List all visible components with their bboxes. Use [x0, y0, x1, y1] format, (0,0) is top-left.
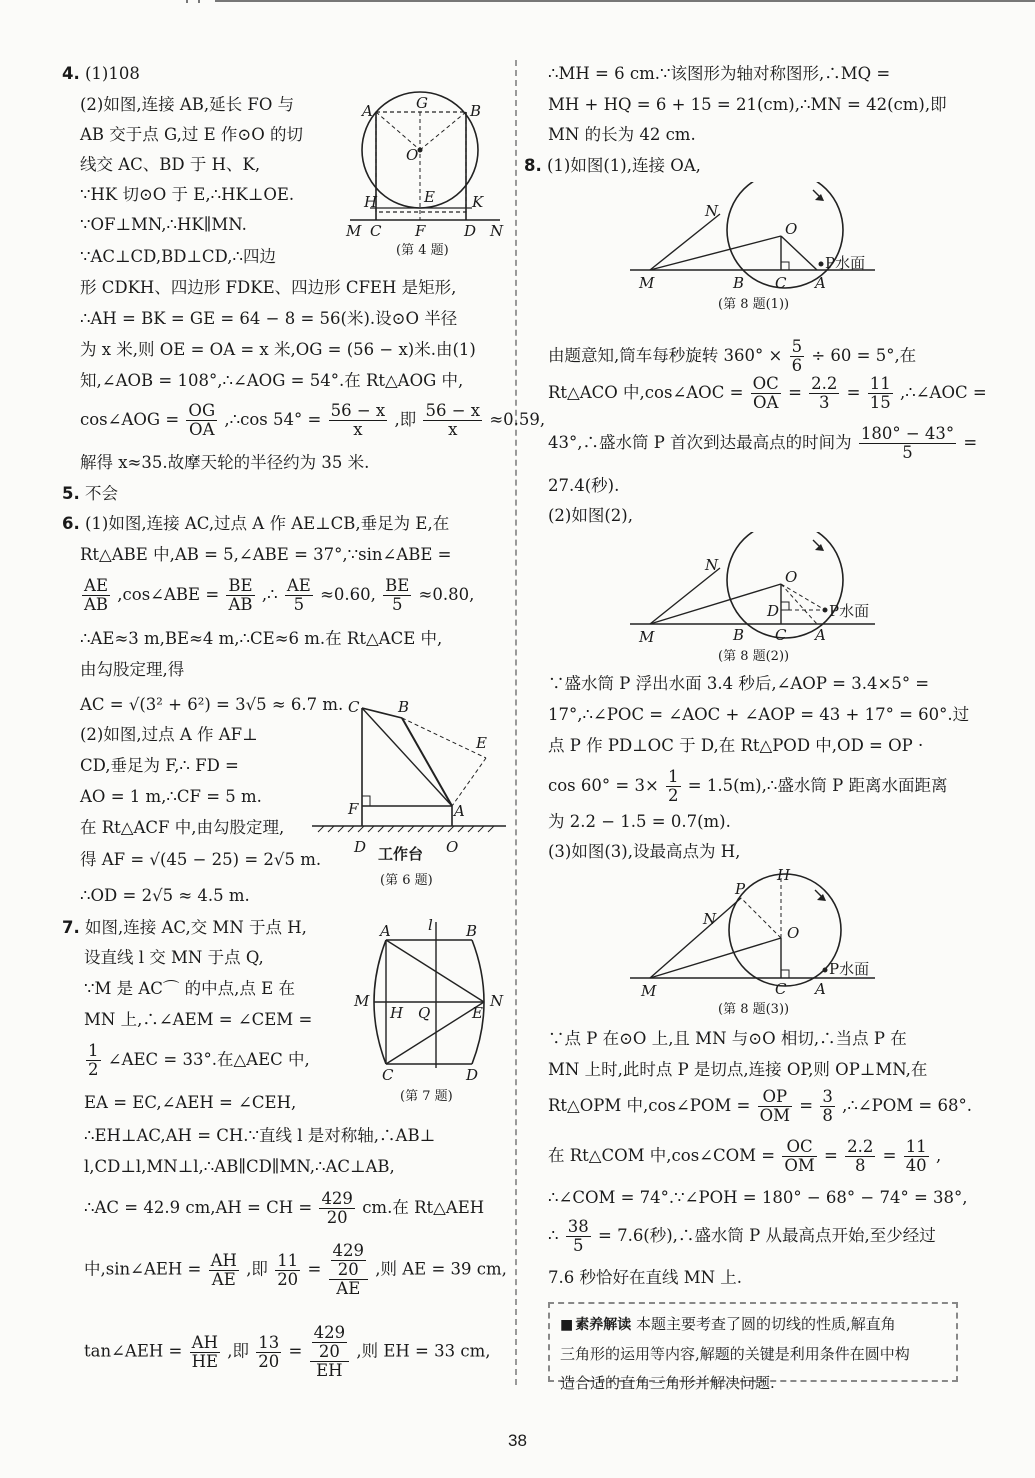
q6-line-6: AC = √(3² + 6²) = 3√5 ≈ 6.7 m. — [80, 695, 344, 714]
fraction: $\frac{BE}{5}$ — [385, 576, 410, 615]
fraction: $\frac{1}{2}$ — [668, 767, 679, 806]
fraction: $\frac{3}{8}$ — [822, 1087, 833, 1126]
fraction: $\frac{11}{20}$ — [277, 1250, 299, 1289]
fig-label: Q — [418, 1004, 431, 1022]
fig-label: C — [775, 274, 787, 292]
fig-label: D — [464, 222, 477, 240]
q6-line-5: 由勾股定理,得 — [80, 660, 185, 679]
fraction: $\frac{56 - x}{x}$ — [425, 401, 481, 440]
q8-line-14: MN 上时,此时点 P 是切点,连接 OP,则 OP⊥MN,在 — [548, 1060, 928, 1079]
q6-line-3: $\frac{AE}{AB}$ ,cos∠ABE = $\frac{BE}{AB}$ ,∴ $\frac{AE}{5}$ ≈0.60, $\frac{BE}{5}$ ≈0.80, — [84, 576, 475, 615]
q7-line-3: ∵M 是 AC⌒ 的中点,点 E 在 — [84, 979, 295, 998]
q4-line-5: ∵HK 切⊙O 于 E,∴HK⊥OE. — [80, 185, 295, 204]
q8-line-16: 在 Rt△COM 中,cos∠COM = $\frac{OC}{OM}$ = $\frac{2.2}{8}$ = $\frac{11}{40}$ , — [548, 1137, 942, 1176]
q4-line-4: 线交 AC、BD 于 H、K, — [80, 155, 261, 174]
q8-line-19: 7.6 秒恰好在直线 MN 上. — [548, 1268, 743, 1287]
q6-line-4: ∴AE≈3 m,BE≈4 m,∴CE≈6 m.在 Rt△ACE 中, — [80, 629, 443, 648]
q8-figure-1 — [625, 182, 895, 297]
fraction: $\frac{OG}{OA}$ — [188, 401, 216, 440]
fig-label: M — [354, 992, 370, 1010]
q4-line-7: ∵AC⊥CD,BD⊥CD,∴四边 — [80, 247, 276, 266]
fraction: $\frac{180^\circ - 43^\circ}{5}$ — [860, 424, 955, 463]
q8-figure-2 — [625, 532, 895, 647]
q8-line-11: 为 2.2 − 1.5 = 0.7(m). — [548, 812, 731, 831]
q4-line-3: AB 交于点 G,过 E 作⊙O 的切 — [80, 125, 303, 144]
fig-label: E — [424, 188, 435, 206]
q4-line-2: (2)如图,连接 AB,延长 FO 与 — [80, 95, 295, 114]
q4-line-13: 解得 x≈35.故摩天轮的半径约为 35 米. — [80, 453, 370, 472]
q8-line-12: (3)如图(3),设最高点为 H, — [548, 842, 741, 861]
q8-line-2: 由题意知,筒车每秒旋转 360° × $\frac{5}{6}$ ÷ 60 = 5°,在 — [548, 337, 917, 376]
q7-line-9: ∴AC = 42.9 cm,AH = CH = $\frac{429}{20}$ cm.在 Rt△AEH — [84, 1189, 485, 1228]
q7-line-1: 7. 如图,连接 AC,交 MN 于点 H, — [62, 918, 307, 937]
page-number: 38 — [508, 1431, 527, 1450]
q6-line-2: Rt△ABE 中,AB = 5,∠ABE = 37°,∵sin∠ABE = — [80, 545, 452, 564]
q8-line-6: (2)如图(2), — [548, 506, 633, 525]
fig-label: B — [466, 922, 478, 940]
fig-label: B — [733, 626, 745, 644]
fraction: $\frac{OC}{OA}$ — [752, 374, 779, 413]
q8-line-1: 8. (1)如图(1),连接 OA, — [524, 156, 701, 175]
q7-cont-line-2: MH + HQ = 6 + 15 = 21(cm),∴MN = 42(cm),即 — [548, 95, 947, 114]
fraction: $\frac{2.2}{3}$ — [811, 374, 838, 413]
q7-line-11: tan∠AEH = $\frac{AH}{HE}$ ,即 $\frac{13}{20}$ = $\frac{\frac{429}{20}}{EH}$ ,则 EH = 33 cm, — [84, 1323, 491, 1381]
fig-label: F — [348, 800, 359, 818]
q6-line-11: 得 AF = √(45 − 25) = 2√5 m. — [80, 850, 322, 869]
fig-label: A — [815, 980, 826, 998]
q6-caption: (第 6 题) — [380, 873, 433, 888]
fraction: $\frac{BE}{AB}$ — [228, 576, 253, 615]
q4-figure — [340, 90, 510, 240]
q8-caption-1: (第 8 题(1)) — [718, 297, 790, 312]
fig-label: N — [705, 202, 719, 220]
q8-line-8: 17°,∴∠POC = ∠AOC + ∠AOP = 43 + 17° = 60°.过 — [548, 705, 970, 724]
fig-label: N — [490, 992, 504, 1010]
fraction: $\frac{1}{2}$ — [88, 1041, 99, 1080]
q6-line-10: 在 Rt△ACF 中,由勾股定理, — [80, 818, 285, 837]
fig-label: M — [639, 628, 655, 646]
fig-label: C — [348, 698, 360, 716]
fig-label: A — [815, 274, 826, 292]
fig-label: C — [775, 980, 787, 998]
fig-label: A — [380, 922, 391, 940]
fig-label: B — [733, 274, 745, 292]
fraction: $\frac{AE}{AB}$ — [84, 576, 109, 615]
fig-label: O — [446, 838, 459, 856]
q7-figure — [348, 918, 510, 1088]
fig-label: N — [703, 910, 717, 928]
fig-label: O — [787, 924, 800, 942]
fraction: $\frac{OP}{OM}$ — [759, 1087, 790, 1126]
q8-line-15: Rt△OPM 中,cos∠POM = $\frac{OP}{OM}$ = $\frac{3}{8}$ ,∴∠POM = 68°. — [548, 1087, 972, 1126]
fig-label: A — [362, 102, 373, 120]
q8-figure-3 — [625, 866, 895, 1001]
fig-label: G — [416, 94, 428, 112]
fraction: $\frac{AE}{5}$ — [286, 576, 311, 615]
q7-line-8: l,CD⊥l,MN⊥l,∴AB∥CD∥MN,∴AC⊥AB, — [84, 1157, 395, 1176]
q8-line-5: 27.4(秒). — [548, 476, 620, 495]
q6-line-7: (2)如图,过点 A 作 AF⊥ — [80, 725, 258, 744]
fraction: $\frac{OC}{OM}$ — [784, 1137, 815, 1176]
fig-label: M — [346, 222, 362, 240]
q7-line-5: $\frac{1}{2}$ ∠AEC = 33°.在△AEC 中, — [88, 1041, 310, 1080]
q4-line-8: 形 CDKH、四边形 FDKE、四边形 CFEH 是矩形, — [80, 278, 457, 297]
q5-line: 5. 不会 — [62, 484, 118, 503]
q6-ground-label: 工作台 — [378, 845, 424, 863]
fig-label: A — [815, 626, 826, 644]
fig-label: K — [472, 193, 484, 211]
fig-label: F — [415, 222, 426, 240]
fig-label: M — [641, 982, 657, 1000]
fig-label: C — [382, 1066, 394, 1084]
q7-line-6: EA = EC,∠AEH = ∠CEH, — [84, 1093, 297, 1112]
q8-line-4: 43°,∴盛水筒 P 首次到达最高点的时间为 $\frac{180^\circ - 43^\circ}{5}$ = — [548, 424, 978, 463]
fig-label: D — [767, 602, 780, 620]
fraction: $\frac{56 - x}{x}$ — [330, 401, 386, 440]
q4-line-9: ∴AH = BK = GE = 64 − 8 = 56(米).设⊙O 半径 — [80, 309, 458, 328]
fig-label: H — [390, 1004, 404, 1022]
fig-label: H — [364, 193, 378, 211]
fig-label: N — [705, 556, 719, 574]
fraction: $\frac{2.2}{8}$ — [847, 1137, 874, 1176]
nested-fraction: $\frac{\frac{429}{20}}{EH}$ — [310, 1324, 350, 1380]
q7-line-2: 设直线 l 交 MN 于点 Q, — [84, 948, 264, 967]
q7-caption: (第 7 题) — [400, 1089, 453, 1104]
fig-label: E — [476, 734, 487, 752]
fig-label: D — [466, 1066, 479, 1084]
fig-label: M — [639, 274, 655, 292]
header-rule — [215, 0, 1035, 2]
fig-label: E — [472, 1004, 483, 1022]
fig-label: C — [370, 222, 382, 240]
q7-line-4: MN 上,∴∠AEM = ∠CEM = — [84, 1010, 313, 1029]
fraction: $\frac{13}{20}$ — [258, 1332, 280, 1371]
q7-line-7: ∴EH⊥AC,AH = CH.∵直线 l 是对称轴,∴AB⊥ — [84, 1126, 436, 1145]
q4-line-12: cos∠AOG = $\frac{OG}{OA}$ ,∴cos 54° = $\frac{56 - x}{x}$ ,即 $\frac{56 - x}{x}$ ≈0.59, — [80, 401, 546, 440]
fig-label: O — [785, 568, 798, 586]
q6-line-8: CD,垂足为 F,∴ FD = — [80, 756, 239, 775]
fig-label: H — [777, 866, 791, 884]
q7-cont-line-1: ∴MH = 6 cm.∵该图形为轴对称图形,∴MQ = — [548, 64, 891, 83]
fraction: $\frac{11}{15}$ — [869, 374, 891, 413]
water-label: P水面 — [829, 602, 870, 620]
q4-line-10: 为 x 米,则 OE = OA = x 米,OG = (56 − x)米.由(1) — [80, 340, 476, 359]
fig-label: B — [470, 102, 482, 120]
q7-line-10: 中,sin∠AEH = $\frac{AH}{AE}$ ,即 $\frac{11}{20}$ = $\frac{\frac{429}{20}}{AE}$ ,则 AE = 39 cm, — [84, 1241, 507, 1299]
fraction: $\frac{429}{20}$ — [321, 1189, 353, 1228]
nested-fraction: $\frac{\frac{429}{20}}{AE}$ — [329, 1242, 369, 1298]
fig-label: l — [428, 918, 433, 934]
q4-line-6: ∵OF⊥MN,∴HK∥MN. — [80, 215, 247, 234]
fig-label: A — [454, 802, 465, 820]
q8-line-3: Rt△ACO 中,cos∠AOC = $\frac{OC}{OA}$ = $\frac{2.2}{3}$ = $\frac{11}{15}$ ,∴∠AOC = — [548, 374, 987, 413]
q6-line-1: 6. (1)如图,连接 AC,过点 A 作 AE⊥CB,垂足为 E,在 — [62, 514, 450, 533]
note-badge: ■ 素养解读 — [560, 1317, 631, 1333]
fraction: $\frac{38}{5}$ — [567, 1217, 589, 1256]
fig-label: N — [490, 222, 504, 240]
q8-line-7: ∵盛水筒 P 浮出水面 3.4 秒后,∠AOP = 3.4×5° = — [548, 674, 930, 693]
fig-label: D — [354, 838, 367, 856]
q4-line-1: 4. (1)108 — [62, 64, 140, 83]
literacy-note: ■ 素养解读 本题主要考查了圆的切线的性质,解直角 三角形的运用等内容,解题的关键是利用条件在圆中构 造合适的直角三角形并解决问题. — [548, 1302, 958, 1382]
q6-line-9: AO = 1 m,∴CF = 5 m. — [80, 787, 262, 806]
fraction: $\frac{AH}{AE}$ — [210, 1250, 237, 1289]
fig-label: C — [775, 626, 787, 644]
q8-caption-3: (第 8 题(3)) — [718, 1002, 790, 1017]
fraction: $\frac{AH}{HE}$ — [191, 1332, 219, 1371]
fig-label: O — [785, 220, 798, 238]
q4-number: 4. — [62, 64, 80, 83]
fig-label: P — [735, 880, 746, 898]
water-label: P水面 — [829, 960, 870, 978]
q8-line-13: ∵点 P 在⊙O 上,且 MN 与⊙O 相切,∴当点 P 在 — [548, 1029, 907, 1048]
q8-line-17: ∴∠COM = 74°.∵∠POH = 180° − 68° − 74° = 38°, — [548, 1188, 968, 1207]
q6-figure — [310, 690, 510, 863]
q4-line-11: 知,∠AOB = 108°,∴∠AOG = 54°.在 Rt△AOG 中, — [80, 371, 464, 390]
column-divider — [515, 60, 517, 1385]
q8-line-9: 点 P 作 PD⊥OC 于 D,在 Rt△POD 中,OD = OP · — [548, 736, 924, 755]
q6-line-12: ∴OD = 2√5 ≈ 4.5 m. — [80, 886, 250, 905]
fraction: $\frac{11}{40}$ — [905, 1137, 927, 1176]
q8-line-10: cos 60° = 3× $\frac{1}{2}$ = 1.5(m),∴盛水筒 P 距离水面距离 — [548, 767, 948, 806]
q7-cont-line-3: MN 的长为 42 cm. — [548, 125, 696, 144]
q8-line-18: ∴ $\frac{38}{5}$ = 7.6(秒),∴盛水筒 P 从最高点开始,至少经过 — [548, 1217, 936, 1256]
q4-caption: (第 4 题) — [396, 243, 449, 258]
water-label: P水面 — [825, 254, 866, 272]
header-mark — [186, 0, 200, 3]
fraction: $\frac{5}{6}$ — [791, 337, 803, 376]
fig-label: O — [406, 146, 419, 164]
fig-label: B — [398, 698, 410, 716]
q8-caption-2: (第 8 题(2)) — [718, 649, 790, 664]
